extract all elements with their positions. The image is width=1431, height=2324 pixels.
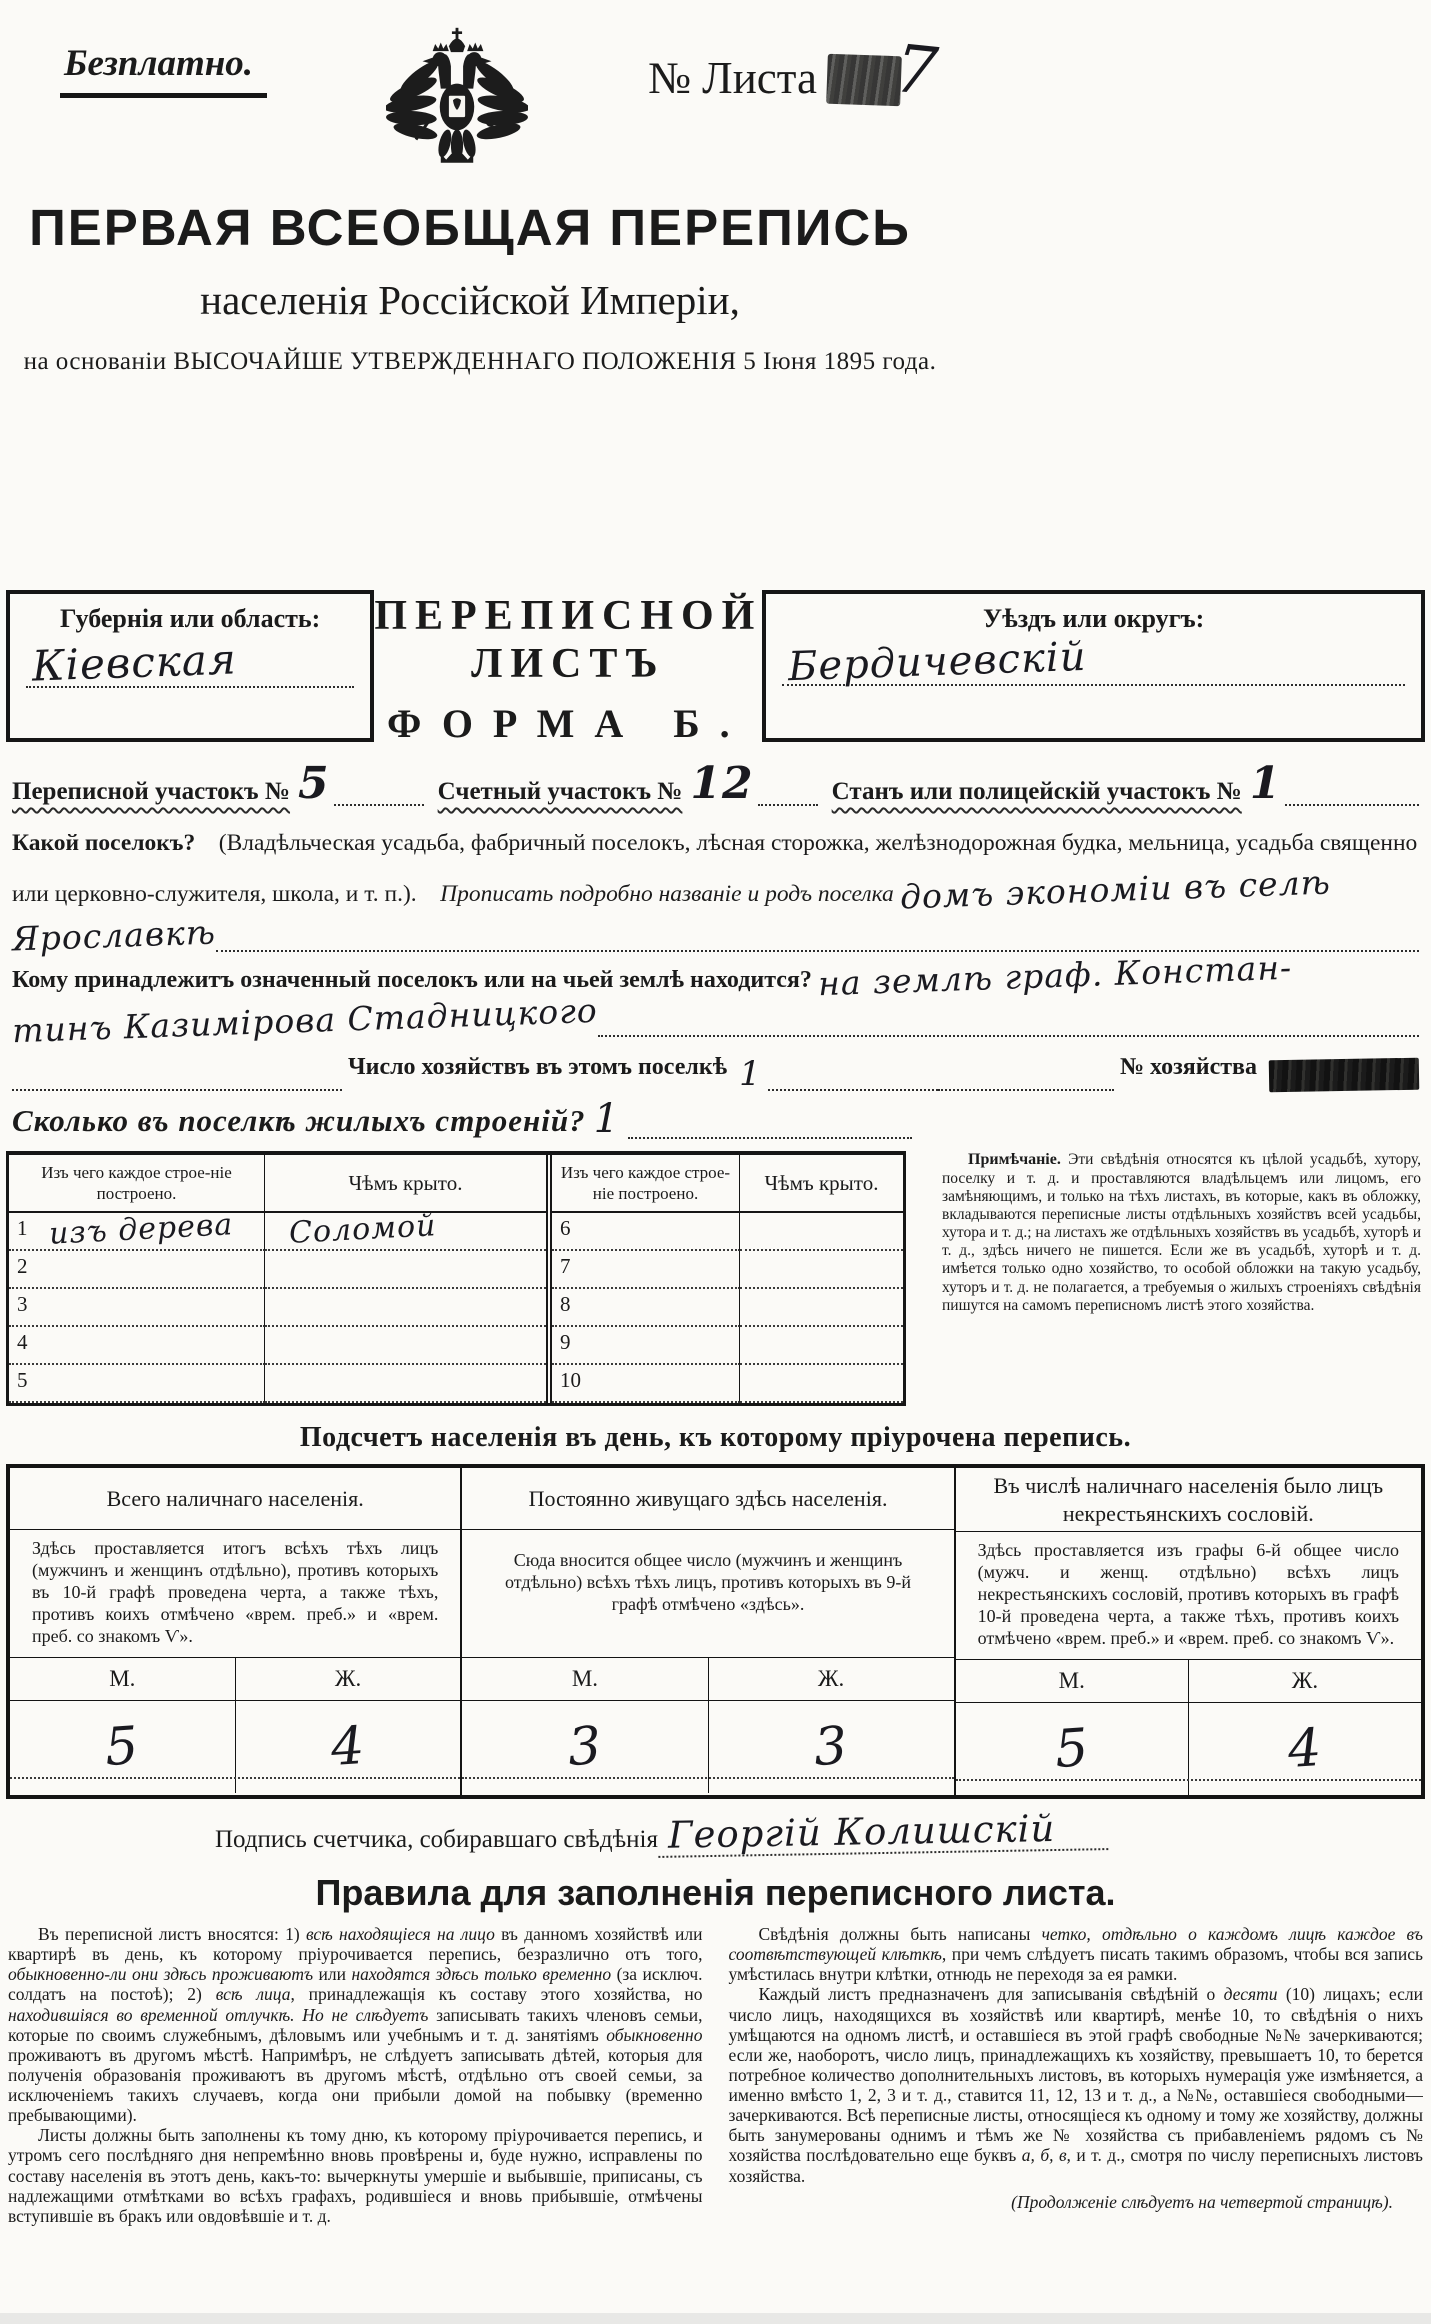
table-row [9, 1289, 546, 1327]
settlement-section [11, 818, 1419, 959]
material-column-header: Изъ чего каждое строе-ніе построено. [552, 1155, 740, 1211]
owner-answer-line2 [11, 990, 1419, 1051]
masthead [0, 0, 1431, 590]
imperial-eagle-icon [386, 22, 528, 202]
rules-left-column [8, 1924, 703, 2324]
law-reference-line: на основаніи ВЫСОЧАЙШЕ УТВЕРЖДЕННАГО ПОЛОЖЕНІЯ 5 Іюня 1895 года. [23, 348, 937, 375]
row-number: 7 [560, 1254, 571, 1279]
free-of-charge-label: Безплатно. [60, 42, 267, 98]
row-number: 2 [17, 1254, 28, 1279]
count-column-total [10, 1468, 460, 1795]
buildings-table-right [546, 1155, 903, 1403]
page-subtitle: населенія Россійской Имперіи, [200, 277, 740, 323]
sheet-number-value: 7 [891, 29, 942, 112]
table-row [9, 1327, 546, 1365]
gubernia-label: Губернія или область: [59, 604, 321, 633]
dotted-fill [628, 1119, 912, 1139]
stamp-smudge [826, 54, 902, 107]
continuation-note: (Продолженіе слѣдуетъ на четвертой страницѣ). [1011, 2191, 1393, 2212]
female-label: Ж. [1188, 1660, 1421, 1702]
gubernia-value: Кіевская [31, 634, 238, 691]
table-row [552, 1213, 903, 1251]
rules-paragraph: Листы должны быть заполнены къ тому дню, къ которому пріурочивается перепись, и утромъ сего послѣдняго дня непремѣнно вновь провѣрены и, буде нужно, исправлены по составу населенія въ этотъ день, какъ-то: вычеркнуты умершіе и выбывшіе, приписаны, съ надлежащими отмѣтками во всѣхъ графахъ, родившіеся и вновь прибывшіе, отмѣчены вступившіе въ бракъ или овдовѣвшіе и т. д. [8, 2125, 703, 2226]
uezd-value: Бердичевскій [787, 633, 1088, 691]
rules-paragraph: Каждый листъ предназначенъ для записыванія свѣдѣній о десяти (10) лицахъ; если число лицъ, находящихся въ хозяйствѣ или квартирѣ, менѣе 10, то свѣдѣнія о нихъ умѣщаются на одномъ листѣ, и оставшіеся въ этой графѣ свободные №№ зачеркиваются; если же, наоборотъ, число лицъ, принадлежащихъ къ хозяйству, превышаетъ 10, то берется потребное количество дополнительныхъ листовъ, въ которыхъ нумерація уже измѣняется, а именно вмѣсто 1, 2, 3 и т. д., ставится 11, 12, 13 и т. д., а №№, оставшіеся свободными—зачеркиваются. Всѣ переписные листы, относящіеся къ одному и тому же хозяйству, должны быть занумерованы однимъ и тѣмъ же № хозяйства съ прибавленіемъ рядомъ съ № хозяйства послѣдовательно еще буквъ а, б, в, и т. д., смотря по числу переписныхъ листовъ хозяйства. [728, 1984, 1423, 2186]
form-heading [374, 590, 763, 746]
rules-paragraph: Свѣдѣнія должны быть написаны четко, отдѣльно о каждомъ лицѣ каждое въ соотвѣтствующей клѣткѣ, при чемъ слѣдуетъ писать такимъ образомъ, чтобы вся запись умѣстилась внутри клѣтки, отнюдь не переходя за ея рамки. [728, 1924, 1423, 1985]
buildings-table-header [9, 1155, 546, 1213]
column-header: Въ числѣ наличнаго населенія было лицъ некрестьянскихъ сословій. [956, 1468, 1421, 1532]
settlement-answer-part2: Ярославкѣ [11, 912, 217, 959]
rules-text [8, 1924, 1423, 2324]
female-label: Ж. [708, 1658, 954, 1700]
roof-column-header: Чѣмъ крыто. [348, 1170, 463, 1195]
page-title: ПЕРВАЯ ВСЕОБЩАЯ ПЕРЕПИСЬ [29, 199, 911, 256]
female-count: 4 [328, 1715, 368, 1779]
dwellings-count-value: 1 [593, 1096, 621, 1143]
enumeration-precinct-label: Переписной участокъ № [12, 778, 291, 805]
sheet-number [648, 29, 942, 112]
uezd-value-field [782, 633, 1405, 691]
dotted-fill [768, 1063, 938, 1091]
male-count: 5 [103, 1715, 142, 1779]
row-number: 10 [560, 1368, 581, 1393]
row-number: 1 [17, 1216, 28, 1241]
police-precinct-value: 1 [1249, 758, 1282, 809]
count-column-permanent [460, 1468, 953, 1795]
uezd-box [762, 590, 1425, 742]
dotted-fill [938, 1063, 1114, 1091]
population-count-table [6, 1464, 1425, 1799]
settlement-answer-part1: домъ экономіи въ селѣ [899, 862, 1332, 917]
table-row [552, 1251, 903, 1289]
male-label: М. [109, 1666, 136, 1692]
female-count: 3 [811, 1715, 851, 1779]
dotted-fill [758, 777, 818, 807]
column-header: Всего наличнаго населенія. [10, 1468, 460, 1530]
owner-answer-part2: тинъ Казимірова Стадницкого [11, 990, 599, 1051]
header-band [6, 590, 1425, 746]
settlement-question: Какой поселокъ? (Владѣльческая усадьба, фабричный поселокъ, лѣсная сторожка, желѣзнодорожная будка, мельница, усадьба священно или церковно-служителя, школа, и т. п.). Прописать подробно названіе и родъ поселка [12, 830, 1418, 907]
row-number: 4 [17, 1330, 28, 1355]
signature-label: Подпись счетчика, собиравшаго свѣдѣнія [215, 1826, 658, 1854]
row-number: 3 [17, 1292, 28, 1317]
dotted-fill [334, 777, 424, 807]
owner-section [11, 947, 1419, 1095]
rules-heading: Правила для заполненія переписного листа. [315, 1872, 1116, 1914]
column-note: Сюда вносится общее число (мужчинъ и женщинъ отдѣльно) всѣхъ тѣхъ лицъ, противъ которыхъ въ 9-й графѣ отмѣчено «здѣсь». [462, 1530, 953, 1658]
signature-value: Георгій Колишскій [658, 1809, 1109, 1858]
households-line [12, 1043, 1419, 1095]
dotted-fill [598, 1009, 1419, 1037]
male-count: 5 [1052, 1717, 1091, 1781]
count-column-non-peasant [954, 1468, 1421, 1795]
households-count-value: 1 [739, 1054, 762, 1095]
counting-precinct-value: 12 [690, 758, 754, 809]
buildings-table [6, 1151, 906, 1406]
material-entry: изъ дерева [48, 1207, 235, 1252]
female-label: Ж. [235, 1658, 461, 1700]
male-count: 3 [565, 1715, 605, 1779]
column-note: Здѣсь проставляется итогъ всѣхъ тѣхъ лицъ (мужчинъ и женщинъ отдѣльно), противъ которыхъ въ 10-й графѣ проведена черта, а также тѣхъ, противъ коихъ отмѣчено «врем. преб.» и «врем. преб. со знакомъ Ѵ». [10, 1530, 460, 1658]
values-row [956, 1703, 1421, 1795]
row-number: 8 [560, 1292, 571, 1317]
female-count: 4 [1285, 1717, 1325, 1781]
dwellings-count-line [12, 1096, 912, 1143]
values-row [10, 1701, 460, 1793]
column-header: Постоянно живущаго здѣсь населенія. [462, 1468, 953, 1530]
row-number: 9 [560, 1330, 571, 1355]
form-subtitle: ФОРМА Б. [386, 701, 750, 746]
table-row [9, 1207, 546, 1252]
owner-question: Кому принадлежитъ означенный поселокъ или на чьей землѣ находится? [12, 967, 812, 994]
table-row [9, 1251, 546, 1289]
roof-column-header: Чѣмъ крыто. [764, 1170, 879, 1195]
male-label: М. [571, 1666, 599, 1692]
enumerator-signature-line [215, 1807, 1431, 1857]
male-label: М. [1058, 1668, 1085, 1694]
row-number: 5 [17, 1368, 28, 1393]
buildings-region [6, 1151, 1425, 1406]
column-note: Здѣсь проставляется изъ графы 6-й общее число (мужч. и женщ. отдѣльно) всѣхъ лицъ некрестьянскихъ сословій, противъ которыхъ въ графѣ 10-й проведена черта, а также тѣхъ, противъ коихъ отмѣчено «врем. преб.» и «врем. преб. со знакомъ Ѵ». [956, 1532, 1421, 1660]
dotted-fill [12, 1063, 342, 1091]
enumeration-precinct-value: 5 [298, 758, 330, 809]
population-count-heading: Подсчетъ населенія въ день, къ которому пріурочена перепись. [299, 1422, 1132, 1454]
dotted-fill [216, 924, 1419, 952]
gubernia-box [6, 590, 374, 742]
owner-answer-part1: на землѣ граф. Констан- [817, 947, 1293, 1004]
roof-entry: Соломой [288, 1208, 438, 1251]
counting-precinct-label: Счетный участокъ № [437, 778, 683, 805]
redaction-mark [1269, 1058, 1420, 1093]
dotted-fill [1285, 777, 1419, 807]
table-row [9, 1365, 546, 1403]
households-count-label: Число хозяйствъ въ этомъ поселкѣ [348, 1054, 728, 1081]
household-number-label: № хозяйства [1119, 1054, 1257, 1081]
uezd-label: Уѣздъ или округъ: [983, 604, 1205, 633]
settlement-answer-line2 [11, 912, 1419, 959]
rules-right-column [729, 1924, 1424, 2324]
table-row [552, 1289, 903, 1327]
gubernia-value-field [26, 634, 354, 691]
row-number: 6 [560, 1216, 571, 1241]
dwellings-count-question: Сколько въ поселкѣ жилыхъ строеній? [12, 1103, 586, 1139]
note-text: Примѣчаніе. Эти свѣдѣнія относятся къ цѣлой усадьбѣ, хутору, поселку и т. д. и проставляются владѣльцемъ или лицомъ, его замѣняющимъ, и только на тѣхъ листахъ, въ которые, какъ въ обложку, вкладываются переписные листы отдѣльныхъ хозяйствъ всей усадьбы, хутора и т. д.; на листахъ же отдѣльныхъ хозяйствъ въ усадьбѣ, хуторѣ и т. д., здѣсь ничего не пишется. Если же въ усадьбѣ, хуторѣ и т. д. имѣется только одно хозяйство, то особой обложки на такую усадьбу, хуторъ и т. д. не полагается, а требуемыя о жилыхъ строеніяхъ свѣдѣнія пишутся на самомъ переписномъ листѣ этого хозяйства. [942, 1151, 1421, 1314]
sheet-number-label: № Листа [648, 53, 817, 103]
rules-paragraph: Въ переписной листъ вносятся: 1) всѣ находящіеся на лицо въ данномъ хозяйствѣ или квартирѣ въ день, къ которому пріурочивается перепись, безразлично отъ того, обыкновенно-ли они здѣсь проживаютъ или находятся здѣсь только временно (за исключ. солдатъ на постоѣ); 2) всѣ лица, принадлежащія къ составу этого хозяйства, но находившіяся во временной отлучкѣ. Но не слѣдуетъ записывать такихъ членовъ семьи, которые по своимъ служебнымъ, дѣловымъ или учебнымъ и т. д. занятіямъ обыкновенно проживаютъ въ другомъ мѣстѣ. Напримѣръ, не слѣдуетъ записывать дѣтей, которыя для полученія образованія проживаютъ въ другомъ мѣстѣ, отдѣльно отъ своей семьи, за исключеніемъ такихъ случаевъ, когда они прибыли домой на побывку (временно пребывающими). [8, 1924, 703, 2126]
sex-subheader-row [10, 1658, 460, 1701]
note-block [942, 1151, 1425, 1406]
sex-subheader-row [956, 1660, 1421, 1703]
table-row [552, 1365, 903, 1403]
values-row [462, 1701, 953, 1793]
material-column-header: Изъ чего каждое строе-ніе построено. [9, 1155, 265, 1211]
table-row [552, 1327, 903, 1365]
buildings-table-header [552, 1155, 903, 1213]
precinct-line [12, 758, 1419, 809]
police-precinct-label: Станъ или полицейскій участокъ № [831, 778, 1242, 805]
form-title: ПЕРЕПИСНОЙ ЛИСТЪ [374, 593, 763, 687]
buildings-table-left [9, 1155, 546, 1403]
sex-subheader-row [462, 1658, 953, 1701]
